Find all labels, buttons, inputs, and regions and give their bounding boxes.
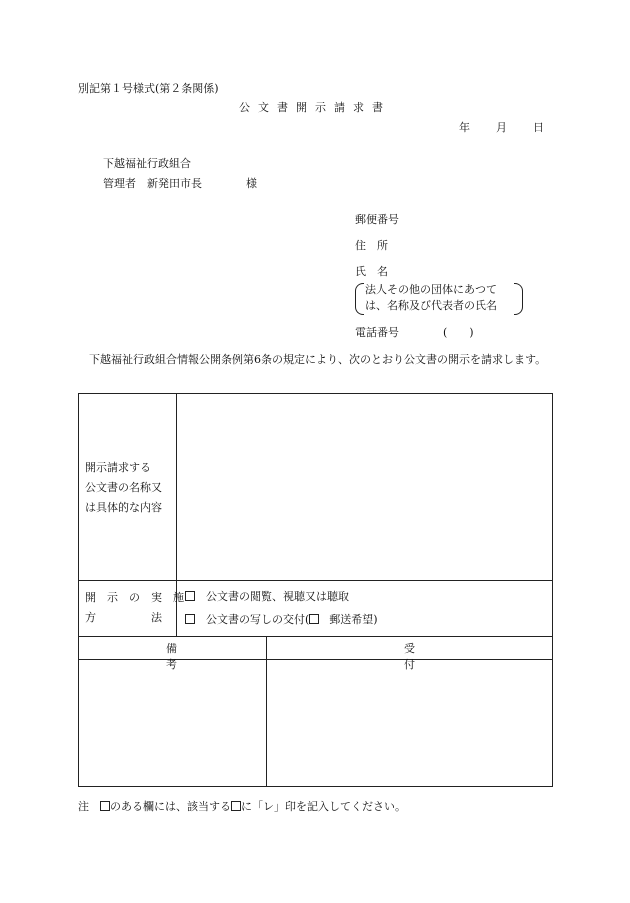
reception-field[interactable] <box>267 660 552 786</box>
copy-checkbox[interactable] <box>185 614 195 624</box>
inspection-checkbox[interactable] <box>185 591 195 601</box>
postal-code-label: 郵便番号 <box>355 213 399 226</box>
remarks-reception-row <box>78 636 553 787</box>
footnote-text2: に「レ」印を記入してください。 <box>241 800 406 813</box>
phone-label: 電話番号 <box>355 326 399 339</box>
date-line <box>459 119 544 135</box>
phone-area-code: ( ) <box>443 326 474 339</box>
footnote-box-icon <box>100 801 110 811</box>
remarks-field[interactable] <box>79 660 266 786</box>
document-name-label-line3: は具体的な内容 <box>85 501 162 514</box>
document-name-label <box>85 458 162 518</box>
corporate-note <box>355 283 523 317</box>
year-label: 年 <box>459 121 470 134</box>
remarks-header: 備考 <box>166 642 259 671</box>
document-name-row <box>78 393 553 581</box>
manager-name: 新発田市長 <box>147 177 202 190</box>
document-title: 公文書開示請求書 <box>239 101 391 114</box>
address-label: 住 所 <box>355 239 388 252</box>
mail-label: 郵送希望) <box>329 613 378 626</box>
method-label-line2: 方 法 <box>85 611 162 624</box>
option-inspection <box>185 588 349 604</box>
footnote-box-icon-2 <box>231 801 241 811</box>
option-copy <box>185 611 378 627</box>
addressee-manager <box>103 175 257 191</box>
form-number-label: 別記第１号様式(第２条関係) <box>78 82 219 95</box>
phone-row <box>355 324 474 340</box>
disclosure-method-label <box>85 588 184 628</box>
document-name-label-line1: 開示請求する <box>85 461 151 474</box>
method-label-line1: 開 示 の 実 施 <box>85 591 184 604</box>
corporate-note-line1: 法人その他の団体にあつて <box>365 283 497 296</box>
corporate-note-line2: は、名称及び代表者の氏名 <box>365 299 497 312</box>
document-name-label-line2: 公文書の名称又 <box>85 481 162 494</box>
right-bracket <box>514 283 523 315</box>
intro-paragraph: 下越福祉行政組合情報公開条例第6条の規定により、次のとおり公文書の開示を請求します。 <box>89 353 547 366</box>
inspection-label: 公文書の閲覧、視聴又は聴取 <box>206 590 349 603</box>
footnote-text1: のある欄には、該当する <box>110 800 231 813</box>
disclosure-method-row <box>78 580 553 637</box>
reception-header: 受付 <box>404 642 545 671</box>
mail-checkbox[interactable] <box>309 614 319 624</box>
day-label: 日 <box>533 121 544 134</box>
name-label: 氏 名 <box>355 265 388 278</box>
manager-prefix: 管理者 <box>103 177 136 190</box>
document-name-field[interactable] <box>177 394 552 580</box>
addressee-organization: 下越福祉行政組合 <box>103 157 191 170</box>
footnote-prefix: 注 <box>78 800 89 813</box>
month-label: 月 <box>496 121 507 134</box>
footnote <box>78 798 406 814</box>
copy-label: 公文書の写しの交付( <box>206 613 310 626</box>
left-bracket <box>355 283 364 315</box>
honorific: 様 <box>246 177 257 190</box>
